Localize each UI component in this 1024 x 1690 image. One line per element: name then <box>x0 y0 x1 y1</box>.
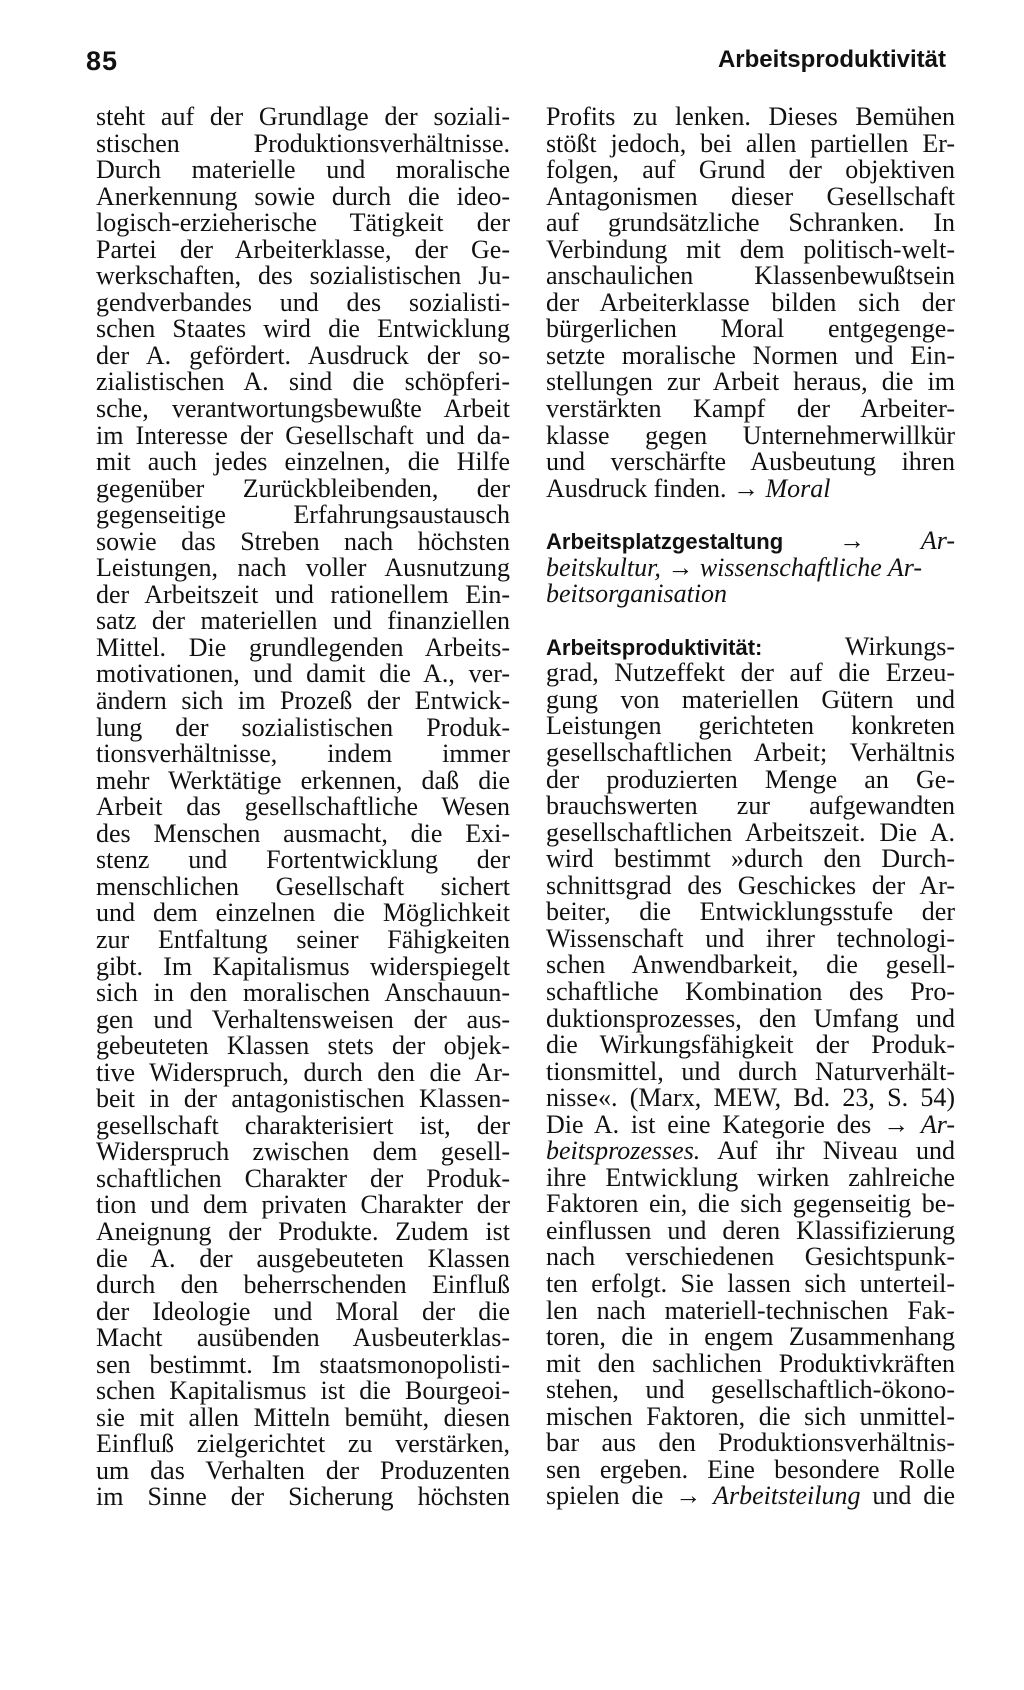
text-line: Arbeitsproduktivität: Wirkungs- <box>546 631 955 661</box>
text-line: werkschaften, des sozialistischen Ju- <box>96 261 510 291</box>
text-line: gesellschaftlichen Arbeit; Verhältnis <box>546 738 955 768</box>
text-line: Leistungen, nach voller Ausnutzung <box>96 553 510 583</box>
text-line: die Wirkungsfähigkeit der Produk- <box>546 1030 955 1060</box>
text-line: schen Kapitalismus ist die Bourgeoi- <box>96 1376 510 1406</box>
text-line: folgen, auf Grund der objektiven <box>546 155 955 185</box>
left-column <box>96 104 510 1511</box>
text-line: Aneignung der Produkte. Zudem ist <box>96 1216 510 1246</box>
text-line: satz der materiellen und finanziellen <box>96 606 510 636</box>
text-line: ändern sich im Prozeß der Entwick- <box>96 686 510 716</box>
text-line: gegenüber Zurückbleibenden, der <box>96 473 510 503</box>
text-line: tive Widerspruch, durch den die Ar- <box>96 1057 510 1087</box>
text-line: beit in der antagonistischen Klassen- <box>96 1084 510 1114</box>
text-line: schen Staates wird die Entwicklung <box>96 314 510 344</box>
text-line: beiter, die Entwicklungsstufe der <box>546 897 955 927</box>
text-line: mit den sachlichen Produktivkräften <box>546 1348 955 1378</box>
cross-reference-link[interactable]: Ar- <box>920 526 955 556</box>
text-line: im Interesse der Gesellschaft und da- <box>96 420 510 450</box>
text-line: sowie das Streben nach höchsten <box>96 526 510 556</box>
page-number: 85 <box>86 46 119 76</box>
text-line: ten erfolgt. Sie lassen sich unterteil- <box>546 1268 955 1298</box>
text-line: Widerspruch zwischen dem gesell- <box>96 1137 510 1167</box>
text-line: und dem einzelnen die Möglichkeit <box>96 898 510 928</box>
text-line: bar aus den Produktionsverhältnis- <box>546 1428 955 1458</box>
text-line: sen ergeben. Eine besondere Rolle <box>546 1454 955 1484</box>
text-line: zur Entfaltung seiner Fähigkeiten <box>96 924 510 954</box>
text-line: grad, Nutzeffekt der auf die Erzeu- <box>546 658 955 688</box>
text-line: sche, verantwortungsbewußte Arbeit <box>96 394 510 424</box>
text-line: auf grundsätzliche Schranken. In <box>546 208 955 238</box>
text-line: gegenseitige Erfahrungsaustausch <box>96 500 510 530</box>
text-line: nisse«. (Marx, MEW, Bd. 23, S. 54) <box>546 1083 955 1113</box>
entry-body <box>546 660 955 1111</box>
text-line: nach verschiedenen Gesichtspunk- <box>546 1242 955 1272</box>
text-line: der Arbeiterklasse bilden sich der <box>546 287 955 317</box>
text-line: stenz und Fortentwicklung der <box>96 845 510 875</box>
arrow-icon: → <box>675 1481 702 1511</box>
text-line <box>546 581 955 608</box>
text-line: Verbindung mit dem politisch-welt- <box>546 234 955 264</box>
text-line: Ausdruck finden. → Moral <box>546 473 831 503</box>
text-line: Leistungen gerichteten konkreten <box>546 711 955 741</box>
text-line: tionsverhältnisse, indem immer <box>96 739 510 769</box>
headword: Arbeitsplatzgestaltung <box>546 529 784 555</box>
text-line: Anerkennung sowie durch die ideo- <box>96 181 510 211</box>
text-line: gung von materiellen Gütern und <box>546 684 955 714</box>
headword: Arbeitsproduktivität: <box>546 634 763 660</box>
right-column <box>546 104 955 1510</box>
text-line: der Ideologie und Moral der die <box>96 1296 510 1326</box>
text-line: motivationen, und damit die A., ver- <box>96 659 510 689</box>
text-line: zialistischen A. sind die schöpferi- <box>96 367 510 397</box>
text-line: des Menschen ausmacht, die Exi- <box>96 818 510 848</box>
text-line: wird bestimmt »durch den Durch- <box>546 844 955 874</box>
arrow-icon: → <box>839 526 865 556</box>
text-line: der Arbeitszeit und rationellem Ein- <box>96 579 510 609</box>
text-line: einflussen und deren Klassifizierung <box>546 1215 955 1245</box>
text-line: um das Verhalten der Produzenten <box>96 1455 510 1485</box>
text-line: gen und Verhaltensweisen der aus- <box>96 1004 510 1034</box>
cross-reference-link[interactable]: Moral <box>765 473 831 503</box>
text-line: beitsprozesses. Auf ihr Niveau und <box>546 1136 955 1166</box>
text-line: mischen Faktoren, die sich unmittel- <box>546 1401 955 1431</box>
text-line: mehr Werktätige erkennen, daß die <box>96 765 510 795</box>
text-line: Profits zu lenken. Dieses Bemühen <box>546 102 955 131</box>
text-line: ihre Entwicklung wirken zahlreiche <box>546 1162 955 1192</box>
cross-reference-link[interactable]: beitskultur, <box>546 552 661 582</box>
text-line: sich in den moralischen Anschauun- <box>96 978 510 1008</box>
text-line: klasse gegen Unternehmerwillkür <box>546 420 955 450</box>
text-line: tion und dem privaten Charakter der <box>96 1190 510 1220</box>
text-line: len nach materiell-technischen Fak- <box>546 1295 955 1325</box>
entry-body <box>546 1162 955 1484</box>
text-line: Macht ausübenden Ausbeuterklas- <box>96 1323 510 1353</box>
text-line: tionsmittel, und durch Naturverhält- <box>546 1056 955 1086</box>
text-line: und verschärfte Ausbeutung ihren <box>546 447 955 477</box>
entry-arbeitsplatzgestaltung <box>546 528 955 608</box>
text-line: sie mit allen Mitteln bemüht, diesen <box>96 1402 510 1432</box>
text-line: stellungen zur Arbeit heraus, die im <box>546 367 955 397</box>
text-line: gendverbandes und des sozialisti- <box>96 287 510 317</box>
cross-reference-link[interactable]: beitsorganisation <box>546 579 728 609</box>
text-line: toren, die in engem Zusammenhang <box>546 1322 955 1352</box>
text-line: spielen die → Arbeitsteilung und die <box>546 1481 956 1511</box>
cross-reference-link[interactable]: wissenschaftliche Ar- <box>699 552 922 582</box>
text-line: im Sinne der Sicherung höchsten <box>96 1482 510 1512</box>
text-line: der A. gefördert. Ausdruck der so- <box>96 340 510 370</box>
text-line: gebeuteten Klassen stets der objek- <box>96 1031 510 1061</box>
text-line: steht auf der Grundlage der soziali- <box>96 102 510 131</box>
arrow-icon: → <box>667 552 694 582</box>
text-line: Die A. ist eine Kategorie des → Ar- <box>546 1109 955 1139</box>
text-line: Mittel. Die grundlegenden Arbeits- <box>96 632 510 662</box>
text-line: Partei der Arbeiterklasse, der Ge- <box>96 234 510 264</box>
text-line: logisch-erzieherische Tätigkeit der <box>96 208 510 238</box>
text-line: schaftliche Kombination des Pro- <box>546 976 955 1006</box>
text-line: Durch materielle und moralische <box>96 155 510 185</box>
text-line: stischen Produktionsverhältnisse. <box>96 128 510 158</box>
text-line: verstärkten Kampf der Arbeiter- <box>546 394 955 424</box>
text-line: Faktoren ein, die sich gegenseitig be- <box>546 1189 955 1219</box>
text-line: Arbeit das gesellschaftliche Wesen <box>96 792 510 822</box>
text-line: lung der sozialistischen Produk- <box>96 712 510 742</box>
text-line: bürgerlichen Moral entgegenge- <box>546 314 955 344</box>
text-line: der produzierten Menge an Ge- <box>546 764 955 794</box>
page-header <box>0 46 1024 86</box>
text-line: brauchswerten zur aufgewandten <box>546 791 955 821</box>
text-line: anschaulichen Klassenbewußtsein <box>546 261 955 291</box>
text-line: die A. der ausgebeuteten Klassen <box>96 1243 510 1273</box>
text-line <box>546 528 955 555</box>
cross-reference-link[interactable]: Ar- <box>920 1109 955 1139</box>
text-line <box>546 552 955 582</box>
text-line: sen bestimmt. Im staatsmonopolisti- <box>96 1349 510 1379</box>
text-line: schen Anwendbarkeit, die gesell- <box>546 950 955 980</box>
arrow-icon: → <box>883 1109 910 1139</box>
text-line: mit auch jedes einzelnen, die Hilfe <box>96 447 510 477</box>
text-line: stehen, und gesellschaftlich-ökono- <box>546 1375 955 1405</box>
text-line: gibt. Im Kapitalismus widerspiegelt <box>96 951 510 981</box>
text-line: menschlichen Gesellschaft sichert <box>96 871 510 901</box>
text-line: durch den beherrschenden Einfluß <box>96 1270 510 1300</box>
text-line: schaftlichen Charakter der Produk- <box>96 1163 510 1193</box>
cross-reference-link[interactable]: beitsprozesses. <box>546 1136 701 1166</box>
text-line: Wissenschaft und ihrer technologi- <box>546 923 955 953</box>
running-head: Arbeitsproduktivität <box>717 46 946 73</box>
text-line: duktionsprozesses, den Umfang und <box>546 1003 955 1033</box>
text-line: gesellschaftlichen Arbeitszeit. Die A. <box>546 817 955 847</box>
text-line: Antagonismen dieser Gesellschaft <box>546 181 955 211</box>
text-line: stößt jedoch, bei allen partiellen Er- <box>546 128 955 158</box>
entry-arbeitsproduktivitaet <box>546 631 956 1511</box>
arrow-icon: → <box>733 473 760 503</box>
text-line: Einfluß zielgerichtet zu verstärken, <box>96 1429 510 1459</box>
text-line: gesellschaft charakterisiert ist, der <box>96 1110 510 1140</box>
cross-reference-link[interactable]: Arbeitsteilung <box>713 1481 861 1511</box>
text-line: schnittsgrad des Geschickes der Ar- <box>546 870 955 900</box>
text-line: setzte moralische Normen und Ein- <box>546 340 955 370</box>
moral-entry-end <box>546 104 955 476</box>
